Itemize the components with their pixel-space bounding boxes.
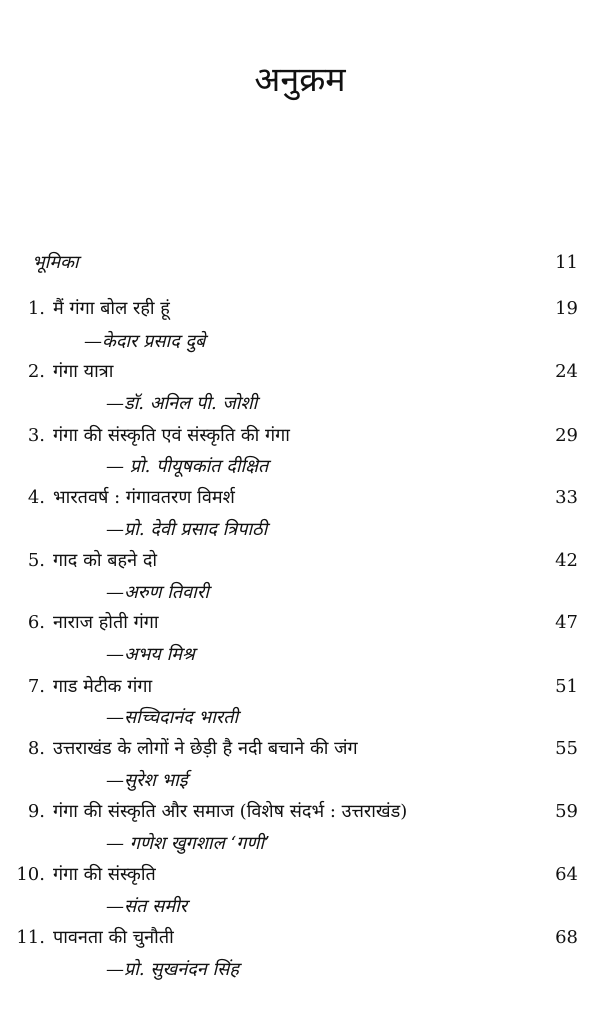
toc-author-row [0, 765, 600, 797]
toc-page-number: 51 [555, 676, 578, 697]
toc-entry-row [0, 733, 600, 765]
toc-author-row [0, 451, 600, 483]
toc-entry-author: — गणेश खुगशाल ‘गणी’ [106, 833, 270, 854]
toc-entry-number: 8. [27, 738, 45, 759]
toc-entry-number: 11. [16, 927, 45, 948]
toc-entry-title: गाड मेटीक गंगा [53, 676, 153, 697]
toc-entry-author: —संत समीर [106, 896, 188, 917]
toc-entry-author: —अरुण तिवारी [106, 582, 209, 603]
toc-entry-number: 4. [27, 487, 45, 508]
toc-entry-author: —प्रो. सुखनंदन सिंह [106, 959, 239, 980]
toc-entry-author: — प्रो. पीयूषकांत दीक्षित [106, 456, 269, 477]
toc-entry-author: —सुरेश भाई [106, 770, 188, 791]
toc-entry-title: गाद को बहने दो [53, 550, 158, 571]
toc-entry-title: मैं गंगा बोल रही हूं [53, 298, 170, 319]
toc-entry-title: पावनता की चुनौती [53, 927, 174, 948]
toc-author-row [0, 702, 600, 734]
toc-author-row [0, 891, 600, 923]
toc-page-number: 47 [555, 612, 578, 633]
toc-page-number: 11 [555, 252, 578, 273]
toc-author-row [0, 326, 600, 358]
toc-entry-number: 10. [16, 864, 45, 885]
toc-entry-title: उत्तराखंड के लोगों ने छेड़ी है नदी बचाने की जंग [53, 738, 358, 759]
toc-entry-number: 5. [27, 550, 45, 571]
toc-intro-title: भूमिका [32, 252, 79, 273]
toc-entry-number: 6. [27, 612, 45, 633]
toc-entry-row [0, 420, 600, 452]
toc-page-number: 55 [555, 738, 578, 759]
toc-author-row [0, 514, 600, 546]
toc-entry-row [0, 671, 600, 703]
toc-page-number: 68 [555, 927, 578, 948]
toc-page-number: 42 [555, 550, 578, 571]
page-title: अनुक्रम [254, 60, 346, 100]
toc-author-row [0, 577, 600, 609]
toc-entry-author: —डॉ. अनिल पी. जोशी [106, 393, 258, 414]
toc-page-number: 24 [555, 361, 578, 382]
toc-entry-author: —सच्चिदानंद भारती [106, 707, 239, 728]
toc-page-number: 33 [555, 487, 578, 508]
toc-entry-title: नाराज होती गंगा [53, 612, 159, 633]
toc-entry-author: —अभय मिश्र [106, 644, 195, 665]
toc-entry-row [0, 922, 600, 954]
toc-entry-row [0, 482, 600, 514]
toc-entry-title: गंगा की संस्कृति एवं संस्कृति की गंगा [53, 425, 290, 446]
toc-author-row [0, 954, 600, 986]
toc-page-number: 29 [555, 425, 578, 446]
toc-entry-row [0, 545, 600, 577]
toc-entry-number: 9. [27, 801, 45, 822]
toc-entry-number: 3. [27, 425, 45, 446]
toc-page-number: 19 [555, 298, 578, 319]
toc-entry-row [0, 607, 600, 639]
toc-entry-author: —प्रो. देवी प्रसाद त्रिपाठी [106, 519, 268, 540]
toc-entry-number: 2. [27, 361, 45, 382]
toc-entry-title: गंगा की संस्कृति [53, 864, 156, 885]
toc-entry-number: 7. [27, 676, 45, 697]
toc-entry-row [0, 356, 600, 388]
toc-author-row [0, 828, 600, 860]
toc-author-row [0, 639, 600, 671]
toc-page-number: 59 [555, 801, 578, 822]
toc-author-row [0, 388, 600, 420]
toc-intro-row [0, 247, 600, 279]
toc-page-number: 64 [555, 864, 578, 885]
toc-entry-author: —केदार प्रसाद दुबे [84, 331, 206, 352]
toc-entry-title: गंगा की संस्कृति और समाज (विशेष संदर्भ : उत्तराखंड) [53, 801, 408, 822]
toc-entry-number: 1. [27, 298, 45, 319]
toc-entry-title: गंगा यात्रा [53, 361, 114, 382]
toc-entry-row [0, 796, 600, 828]
toc-entry-row [0, 293, 600, 325]
toc-entry-title: भारतवर्ष : गंगावतरण विमर्श [53, 487, 235, 508]
toc-entry-row [0, 859, 600, 891]
